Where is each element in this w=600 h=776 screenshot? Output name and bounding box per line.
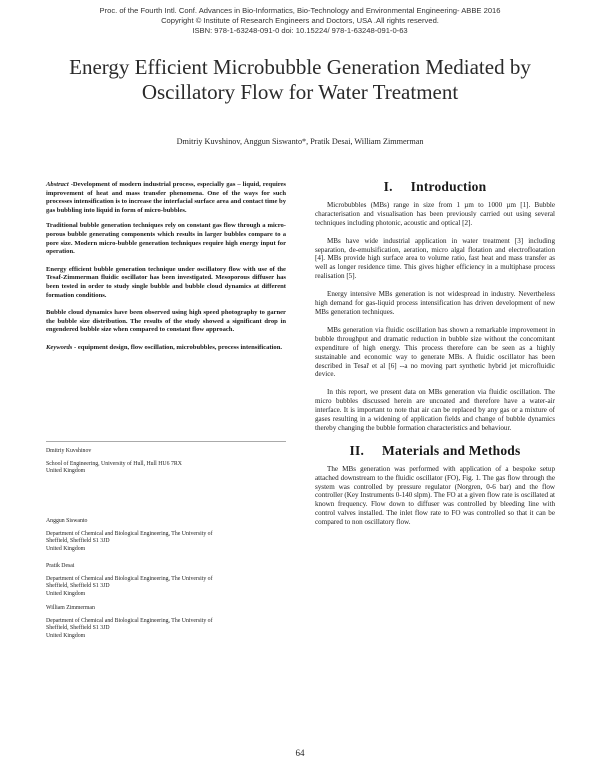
abstract-column	[46, 181, 286, 362]
body-paragraph: MBs generation via fluidic oscillation has shown a remarkable improvement in bubble throughput and dramatic reduction in bubble size without the concomitant expenditure of high energy. This process therefore can be seen as a highly sustainable and economic way to generate MBs. A fluidic oscillator has been described in Tesař et al [6] --a no moving part synthetic hybrid jet microfluidic device.	[315, 325, 555, 379]
affiliation-line: United Kingdom	[46, 468, 86, 475]
affiliation-item	[46, 448, 286, 476]
abstract-label: Abstract	[46, 181, 69, 188]
section-heading-materials	[315, 442, 555, 458]
section-title: Materials and Methods	[382, 442, 521, 458]
affiliation-divider	[46, 441, 286, 442]
conference-header	[0, 6, 600, 36]
header-line-proceedings: Proc. of the Fourth Intl. Conf. Advances in Bio-Informatics, Bio-Technology and Environmental Engineering- ABBE 2016	[99, 6, 501, 15]
affiliation-item	[46, 518, 286, 553]
section-number: II.	[349, 442, 365, 458]
section-heading-introduction	[315, 179, 555, 194]
section-title: Introduction	[410, 179, 487, 194]
affiliation-line: School of Engineering, University of Hull, Hull HU6 7RX	[46, 460, 182, 467]
affiliation-line: United Kingdom	[46, 545, 86, 552]
affiliation-line: Department of Chemical and Biological Engineering, The University of	[46, 617, 213, 624]
abstract-paragraph: Traditional bubble generation techniques rely on constant gas flow through a micro-porous bubble generating components which results in larger bubbles compare to a pore size. Modern micro-bubble generation techniques require high energy input for operation.	[46, 222, 286, 256]
affiliation-line: Department of Chemical and Biological Engineering, The University of	[46, 575, 213, 582]
section-number: I.	[383, 179, 393, 194]
affiliation-item	[46, 605, 286, 640]
affiliation-line: United Kingdom	[46, 632, 86, 639]
author-list: Dmitriy Kuvshinov, Anggun Siswanto*, Pratik Desai, William Zimmerman	[176, 137, 424, 146]
paper-title: Energy Efficient Microbubble Generation Mediated by Oscillatory Flow for Water Treatment	[69, 55, 531, 104]
affiliation-line: United Kingdom	[46, 590, 86, 597]
body-paragraph: Microbubbles (MBs) range in size from 1 µm to 1000 µm [1]. Bubble characterisation and visualisation has been previously carried out using several techniques including photonic, acoustic and optical [2].	[315, 200, 555, 227]
body-paragraph: MBs have wide industrial application in water treatment [3] including separation, de-emulsification, aeration, micro algal flotation and electrofloatation [4]. MBs provide high surface area to volume ratio, fast heat and mass transfer as well as longer residence time. This gives higher efficiency in a multiphase process realisation [5].	[315, 236, 555, 281]
abstract-paragraph	[46, 181, 286, 215]
affiliation-name: Anggun Siswanto	[46, 518, 88, 524]
keywords-text: - equipment design, flow oscillation, microbubbles, process intensification.	[72, 343, 283, 351]
affiliation-line: Sheffield, Sheffield S1 3JD	[46, 538, 110, 545]
abstract-text-1: -Development of modern industrial process, especially gas – liquid, requires improvement of heat and mass transfer phenomena. One of the ways for such processes intensification is to increase the interfacial surface area and contact time by gas bubbling into liquid in form of micro-bubbles.	[46, 181, 286, 214]
affiliation-item	[46, 563, 286, 598]
body-paragraph: In this report, we present data on MBs generation via fluidic oscillation. The micro bubbles discussed herein are uncoated and therefore have a water-air interface. It is important to note that air can be replaced by any gas or a mixture of gases resulting in a widening of application fields and change of bubble dynamics thereby changing the bubble formation characteristics and behaviour.	[315, 388, 555, 432]
affiliation-name: Pratik Desai	[46, 563, 75, 569]
affiliation-line: Department of Chemical and Biological Engineering, The University of	[46, 530, 213, 537]
keywords	[46, 344, 286, 353]
affiliation-name: William Zimmerman	[46, 605, 95, 611]
affiliation-name: Dmitriy Kuvshinov	[46, 448, 92, 454]
keywords-label: Keywords	[46, 343, 73, 351]
body-paragraph: The MBs generation was performed with application of a bespoke setup attached downstream to the fluidic oscillator (FO), Fig. 1. The gas flow through the system was controlled by pressure regulator (Norgren, 0-6 bar) and the flow controller (Key Instruments 0-140 slpm). The FO at a given flow rate is oscillated at known frequency. Flow down to diffuser was controlled by bleeding line with control valves installed. The inlet flow rate to FO was controlled so that it can be compared to non oscillatory flow.	[315, 464, 555, 527]
page-number: 64	[295, 748, 305, 758]
abstract-paragraph: Bubble cloud dynamics have been observed using high speed photography to garner the bubble size distribution. The results of the study showed a significant drop in engendered bubble size when compared to constant flow approach.	[46, 309, 286, 334]
affiliation-line: Sheffield, Sheffield S1 3JD	[46, 625, 110, 632]
body-column	[315, 181, 555, 536]
body-paragraph: Energy intensive MBs generation is not widespread in industry. Nevertheless high demand for gas-liquid process intensification has driven development of new MBs generation techniques.	[315, 290, 555, 316]
affiliation-line: Sheffield, Sheffield S1 3JD	[46, 583, 110, 590]
header-line-isbn: ISBN: 978-1-63248-091-0 doi: 10.15224/ 978-1-63248-091-0-63	[192, 26, 408, 35]
header-line-copyright: Copyright © Institute of Research Engineers and Doctors, USA .All rights reserved.	[161, 16, 439, 25]
abstract-paragraph: Energy efficient bubble generation technique under oscillatory flow with use of the Tesaf-Zimmerman fluidic oscillator has been investigated. Mesoporous diffuser has been tested in order to study single bubble and bubble cloud dynamics at different formation conditions.	[46, 265, 286, 299]
